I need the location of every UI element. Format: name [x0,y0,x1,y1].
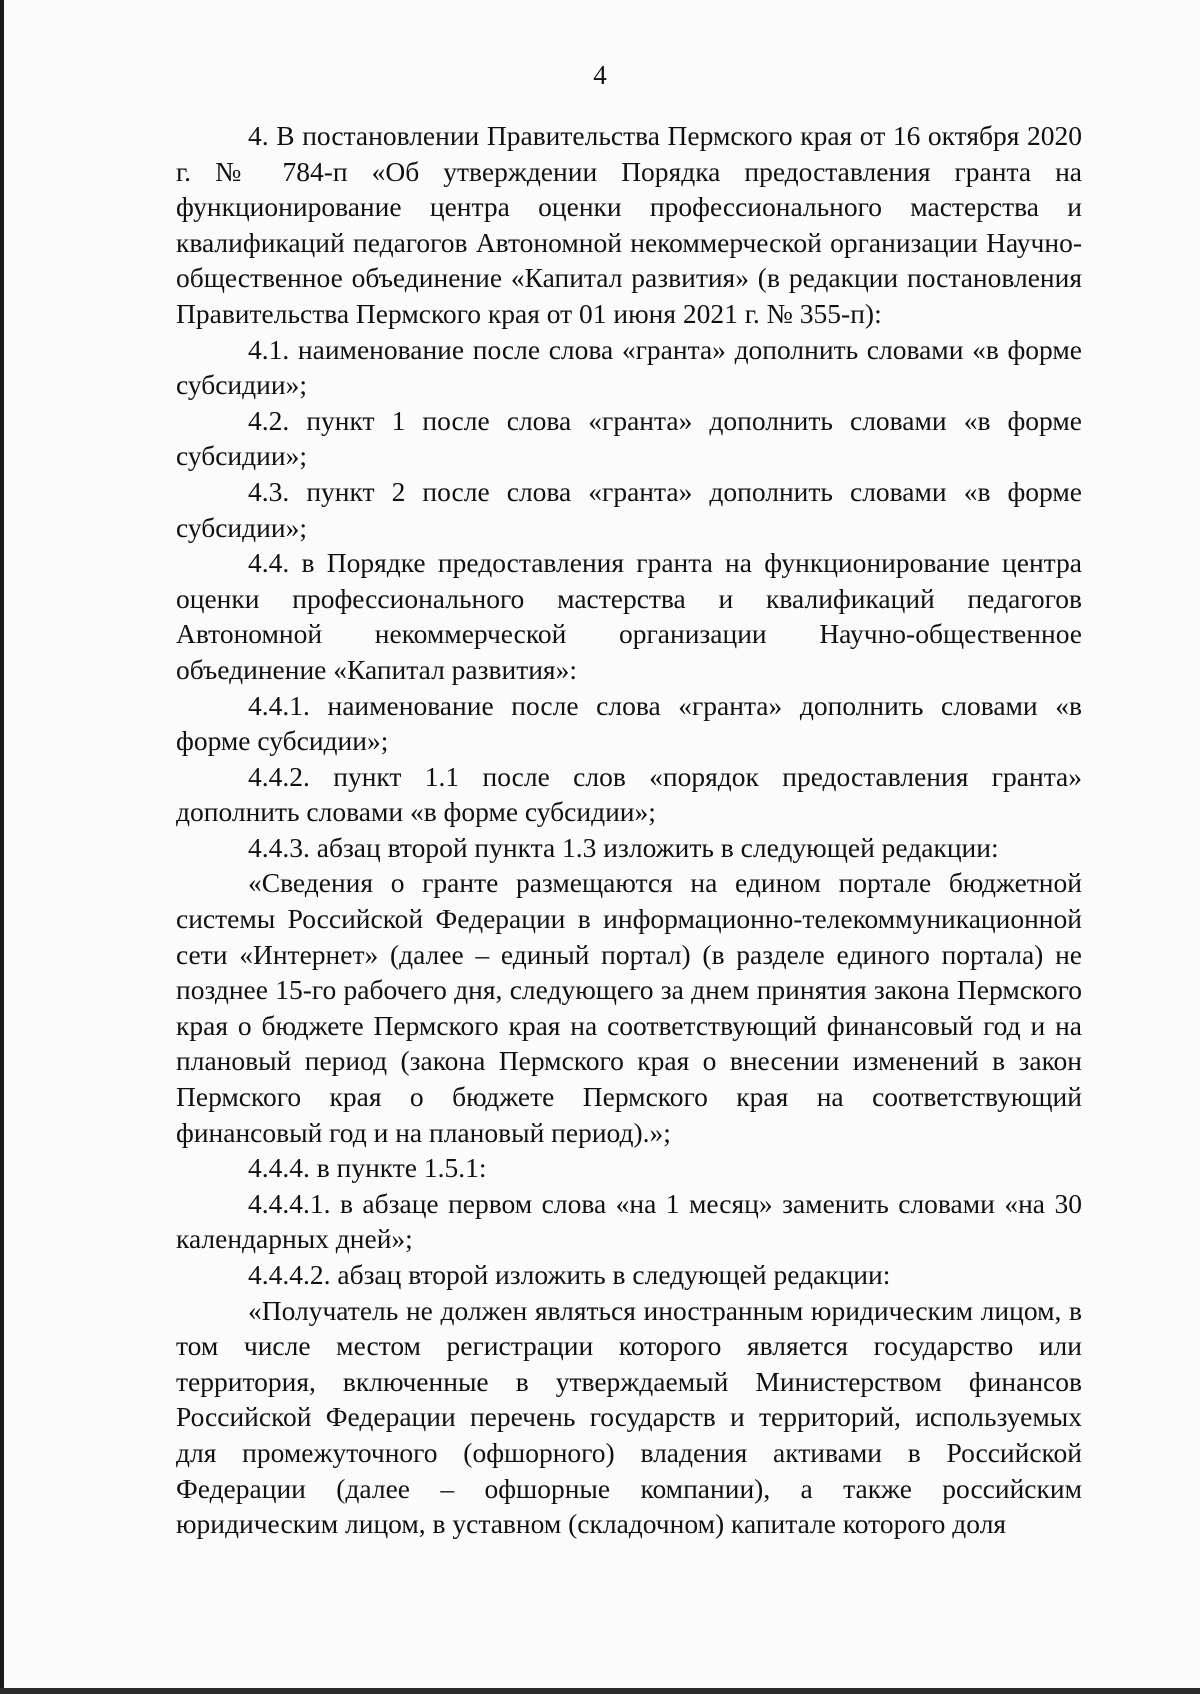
scan-edge-left [0,0,4,1694]
page-number: 4 [593,60,607,90]
document-body [176,118,1082,1542]
paragraph-quote-1-3: «Сведения о гранте размещаются на едином портале бюджетной системы Российской Федерации в информационно-телекоммуникационной сети «Интернет» (далее – единый портал) (в разделе единого портала) не позднее 15-го рабочего дня, следующего за днем принятия закона Пермского края о бюджете Пермского края на соответствующий финансовый год и на плановый период (закона Пермского края о внесении изменений в закон Пермского края о бюджете Пермского края на соответствующий финансовый год и на плановый период).»; [176,867,1082,1148]
paragraph-4-4-4: 4.4.4. в пункте 1.5.1: [248,1152,487,1184]
paragraph-4-2: 4.2. пункт 1 после слова «гранта» дополнить словами «в форме субсидии»; [176,404,1082,472]
paragraph-quote-1-5-1: «Получатель не должен являться иностранным юридическим лицом, в том числе местом регистрации которого является государство или территория, включенные в утверждаемый Министерством финансов Российской Федерации перечень государств и территорий, используемых для промежуточного (офшорного) владения активами в Российской Федерации (далее – офшорные компании), а также российским юридическим лицом, в уставном (складочном) капитале которого доля [176,1294,1082,1540]
paragraph-4-4-1: 4.4.1. наименование после слова «гранта» дополнить словами «в форме субсидии»; [176,689,1082,757]
paragraph-4-1: 4.1. наименование после слова «гранта» дополнить словами «в форме субсидии»; [176,333,1082,401]
paragraph-4-4: 4.4. в Порядке предоставления гранта на функционирование центра оценки профессионального мастерства и квалификаций педагогов Автономной некоммерческой организации Научно-общественное объединение «Капитал развития»: [176,547,1082,685]
paragraph-4-4-4-1: 4.4.4.1. в абзаце первом слова «на 1 месяц» заменить словами «на 30 календарных дней»; [176,1187,1082,1255]
paragraph-4-4-4-2: 4.4.4.2. абзац второй изложить в следующей редакции: [248,1259,891,1290]
paragraph-4-3: 4.3. пункт 2 после слова «гранта» дополнить словами «в форме субсидии»; [176,475,1082,543]
paragraph-4: 4. В постановлении Правительства Пермского края от 16 октября 2020 г. № 784-п «Об утверждении Порядка предоставления гранта на функционирование центра оценки профессионального мастерства и квалификаций педагогов Автономной некоммерческой организации Научно-общественное объединение «Капитал развития» (в редакции постановления Правительства Пермского края от 01 июня 2021 г. № 355-п): [176,120,1082,329]
scan-edge-bottom [0,1688,1200,1694]
paragraph-4-4-2: 4.4.2. пункт 1.1 после слов «порядок предоставления гранта» дополнить словами «в форме субсидии»; [176,760,1082,828]
paragraph-4-4-3: 4.4.3. абзац второй пункта 1.3 изложить в следующей редакции: [248,831,999,863]
